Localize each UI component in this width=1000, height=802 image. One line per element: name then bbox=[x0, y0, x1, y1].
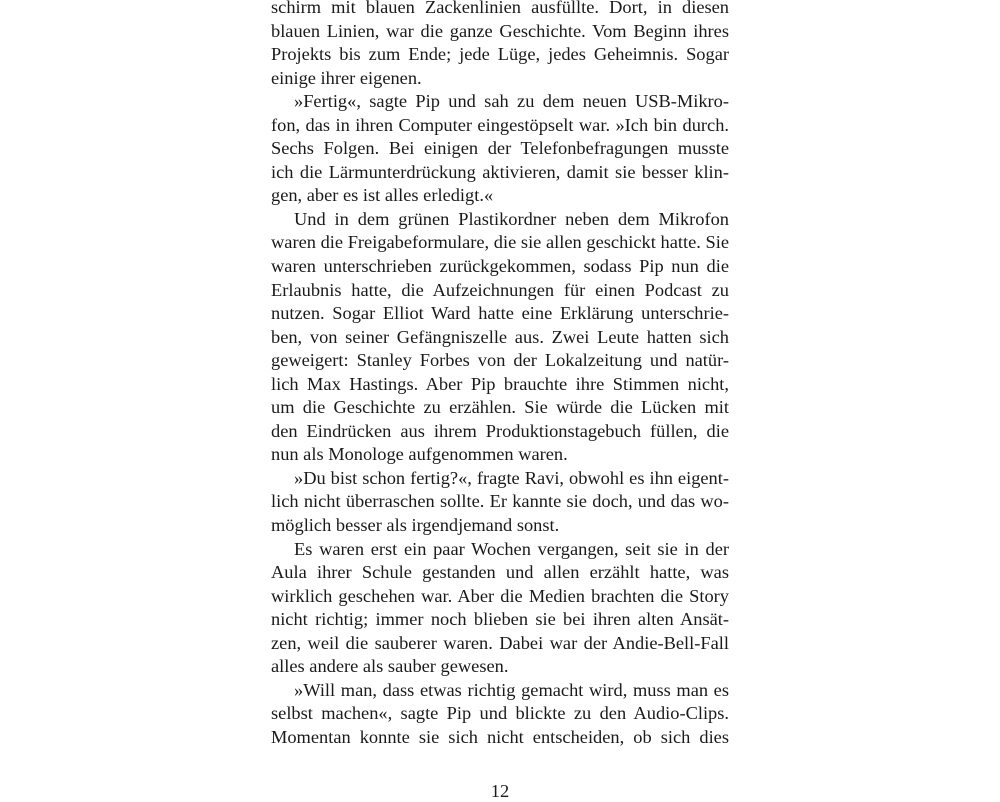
body-text bbox=[271, 0, 729, 750]
text-line: möglich besser als irgendjemand sonst. bbox=[271, 515, 560, 536]
text-line: Projekts bis zum Ende; jede Lüge, jedes Geheimnis. Sogar bbox=[271, 44, 729, 65]
text-line: waren die Freigabeformulare, die sie allen geschickt hatte. Sie bbox=[271, 232, 729, 253]
text-line: ich die Lärmunterdrückung aktivieren, damit sie besser klin- bbox=[271, 161, 729, 182]
text-line: Es waren erst ein paar Wochen vergangen, seit sie in der bbox=[294, 538, 729, 559]
text-line: »Will man, dass etwas richtig gemacht wird, muss man es bbox=[294, 679, 729, 700]
text-line: geweigert: Stanley Forbes von der Lokalzeitung und natür- bbox=[271, 350, 729, 371]
text-line: »Du bist schon fertig?«, fragte Ravi, obwohl es ihn eigent- bbox=[294, 467, 729, 488]
text-line: lich nicht überraschen sollte. Er kannte sie doch, und das wo- bbox=[271, 491, 729, 512]
page-number: 12 bbox=[490, 781, 510, 801]
text-line: blauen Linien, war die ganze Geschichte. Vom Beginn ihres bbox=[271, 20, 729, 41]
text-line: selbst machen«, sagte Pip und blickte zu den Audio-Clips. bbox=[271, 703, 729, 724]
text-line: fon, das in ihren Computer eingestöpselt war. »Ich bin durch. bbox=[271, 114, 729, 135]
text-line: wirklich geschehen war. Aber die Medien brachten die Story bbox=[271, 585, 729, 606]
text-line: »Fertig«, sagte Pip und sah zu dem neuen USB-Mikro- bbox=[294, 91, 729, 112]
text-line: nun als Monologe aufgenommen waren. bbox=[271, 444, 568, 465]
text-line: um die Geschichte zu erzählen. Sie würde die Lücken mit bbox=[271, 397, 729, 418]
text-line: Momentan konnte sie sich nicht entscheiden, ob sich dies bbox=[271, 726, 729, 747]
text-line: Und in dem grünen Plastikordner neben dem Mikrofon bbox=[294, 208, 729, 229]
text-line: waren unterschrieben zurückgekommen, sodass Pip nun die bbox=[271, 256, 729, 277]
text-line: ben, von seiner Gefängniszelle aus. Zwei Leute hatten sich bbox=[271, 326, 729, 347]
text-line: nutzen. Sogar Elliot Ward hatte eine Erklärung unterschrie- bbox=[271, 303, 729, 324]
text-line: einige ihrer eigenen. bbox=[271, 67, 422, 88]
text-line: nicht richtig; immer noch blieben sie bei ihren alten Ansät- bbox=[271, 609, 729, 630]
text-line: den Eindrücken aus ihrem Produktionstagebuch füllen, die bbox=[271, 420, 729, 441]
text-line: Aula ihrer Schule gestanden und allen erzählt hatte, was bbox=[271, 562, 729, 583]
text-line: Erlaubnis hatte, die Aufzeichnungen für einen Podcast zu bbox=[271, 279, 729, 300]
text-line: Sechs Folgen. Bei einigen der Telefonbefragungen musste bbox=[271, 138, 729, 159]
text-line: alles andere als sauber gewesen. bbox=[271, 656, 509, 677]
text-line: schirm mit blauen Zackenlinien ausfüllte. Dort, in diesen bbox=[271, 0, 729, 17]
text-line: zen, weil die sauberer waren. Dabei war der Andie-Bell-Fall bbox=[271, 632, 729, 653]
text-line: lich Max Hastings. Aber Pip brauchte ihre Stimmen nicht, bbox=[271, 373, 729, 394]
text-line: gen, aber es ist alles erledigt.« bbox=[271, 185, 494, 206]
